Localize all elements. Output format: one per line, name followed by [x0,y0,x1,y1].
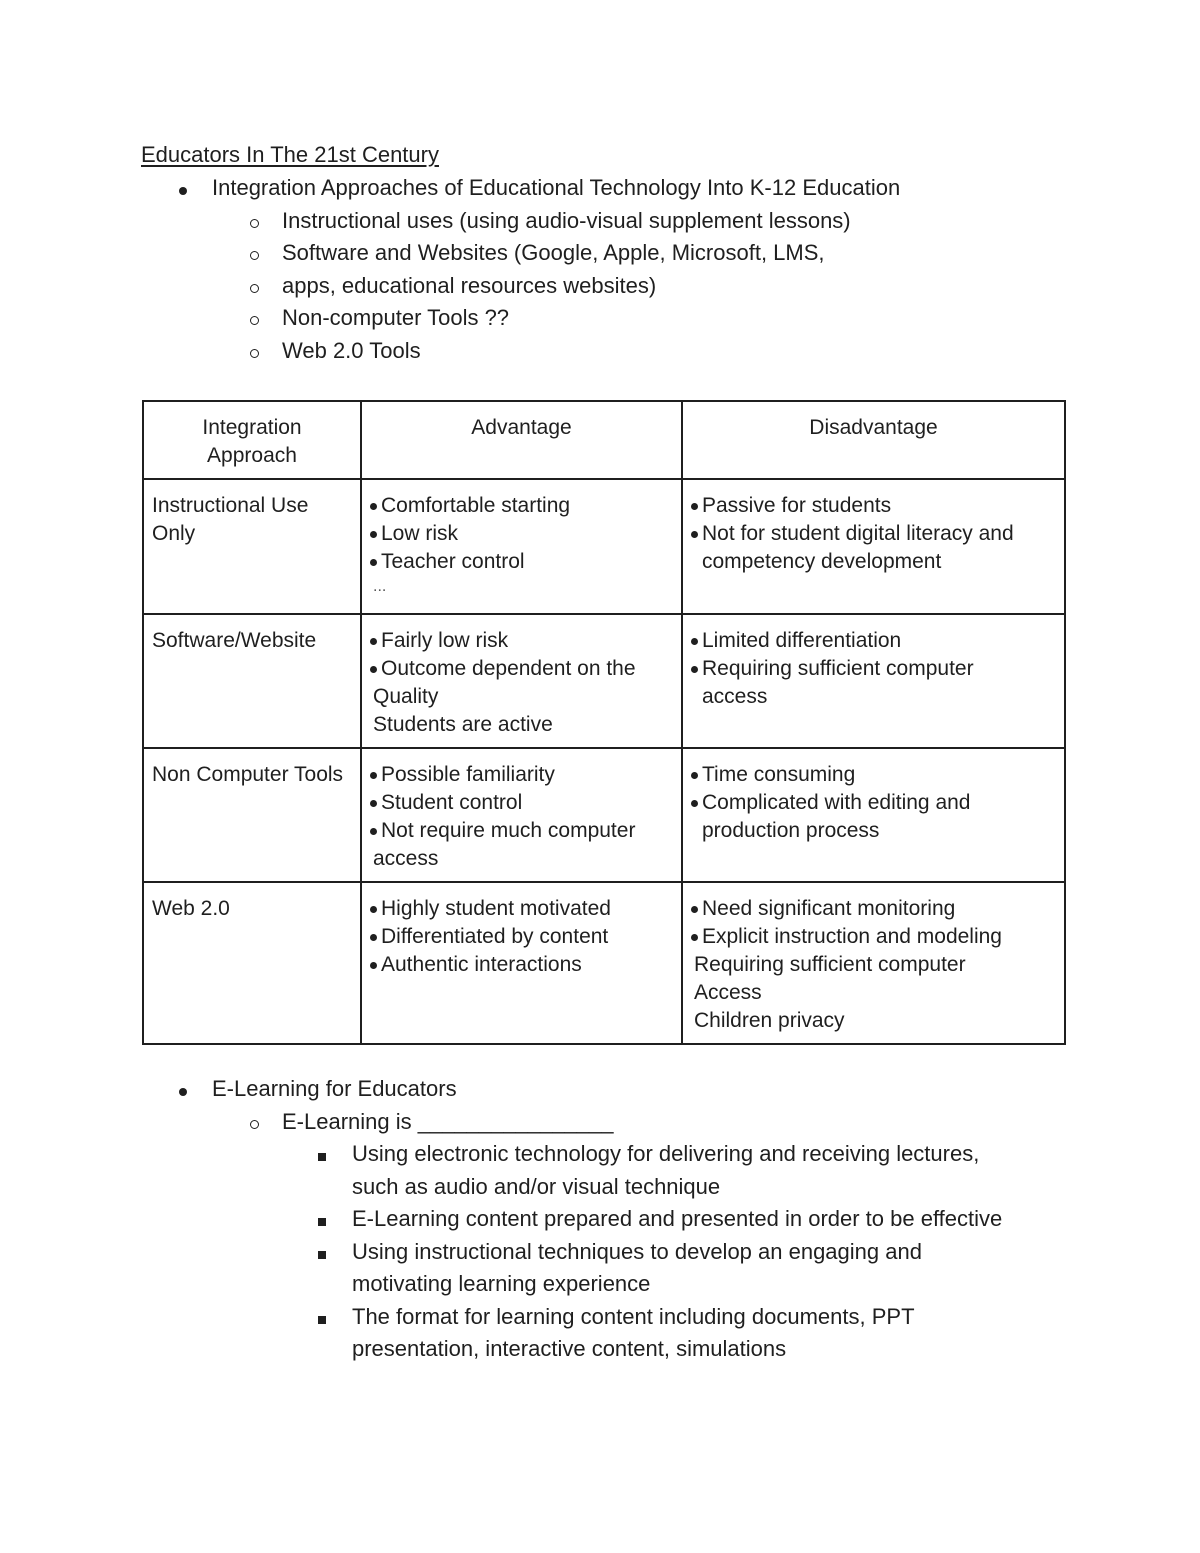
cell-advantage [361,614,682,748]
list-item: Outcome dependent on the [370,655,673,683]
list-item: Teacher control [370,548,673,576]
cell-advantage [361,479,682,614]
outline-item: The format for learning content including documents, PPT [352,1304,915,1329]
continuation-text: access [702,685,768,708]
list-item: Limited differentiation [691,627,1056,655]
list-item: Fairly low risk [370,627,673,655]
header-integration-approach [143,401,361,479]
list-item: Highly student motivated [370,895,673,923]
table-row [143,748,1065,882]
continuation-text: Requiring sufficient computer [694,953,966,976]
outline-item: Non-computer Tools ?? [282,305,510,330]
cell-disadvantage [682,882,1065,1044]
list-item: Low risk [370,520,673,548]
continuation-text: Access [694,981,762,1004]
list-item: Not for student digital literacy and [691,520,1056,548]
outline-item: Instructional uses (using audio-visual supplement lessons) [282,208,851,233]
approach-label: Software/Website [152,629,317,652]
table-row [143,882,1065,1044]
table-header-row [143,401,1065,479]
outline-item: E-Learning content prepared and presented in order to be effective [352,1206,1003,1231]
list-item: Differentiated by content [370,923,673,951]
continuation-text: Students are active [373,713,553,736]
header-label: Integration Approach [202,416,302,467]
cell-disadvantage [682,479,1065,614]
table-row [143,614,1065,748]
approach-label: Instructional Use Only [152,494,309,545]
bullet-dot [179,172,187,205]
approach-label: Non Computer Tools [152,763,344,786]
list-item: Possible familiarity [370,761,673,789]
header-label: Disadvantage [809,416,938,439]
cell-approach [143,748,361,882]
header-advantage [361,401,682,479]
continuation-text: competency development [702,550,942,573]
bullet-square [318,1301,326,1334]
list-item: Not require much computer [370,817,673,845]
header-disadvantage [682,401,1065,479]
bullet-ring [250,270,259,303]
list-item: Need significant monitoring [691,895,1056,923]
outline-item-continuation: such as audio and/or visual technique [352,1174,721,1199]
outline-item: Using instructional techniques to develop an engaging and [352,1239,922,1264]
outline-item: E-Learning is ________________ [282,1109,614,1134]
outline-item: Software and Websites (Google, Apple, Microsoft, LMS, [282,240,825,265]
bullet-square [318,1203,326,1236]
cell-approach [143,479,361,614]
bullet-ring [250,335,259,368]
continuation-text: Children privacy [694,1009,845,1032]
outline-heading-integration: Integration Approaches of Educational Technology Into K-12 Education [212,175,901,200]
bullet-ring [250,237,259,270]
cell-disadvantage [682,748,1065,882]
table-row [143,479,1065,614]
outline-item-continuation: motivating learning experience [352,1271,651,1296]
approach-label: Web 2.0 [152,897,230,920]
continuation-text: Quality [373,685,439,708]
bullet-ring [250,205,259,238]
bullet-square [318,1236,326,1269]
ellipsis: ... [373,578,387,595]
cell-disadvantage [682,614,1065,748]
cell-advantage [361,882,682,1044]
cell-approach [143,614,361,748]
outline-heading-elearning: E-Learning for Educators [212,1076,457,1101]
list-item: Complicated with editing and [691,789,1056,817]
list-item: Explicit instruction and modeling [691,923,1056,951]
outline-item: apps, educational resources websites) [282,273,657,298]
integration-table [142,400,1066,1045]
outline-item-continuation: presentation, interactive content, simulations [352,1336,787,1361]
list-item: Passive for students [691,492,1056,520]
cell-advantage [361,748,682,882]
bullet-ring [250,302,259,335]
header-label: Advantage [471,416,572,439]
outline-item: Using electronic technology for delivering and receiving lectures, [352,1141,980,1166]
cell-approach [143,882,361,1044]
list-item: Authentic interactions [370,951,673,979]
list-item: Comfortable starting [370,492,673,520]
list-item: Time consuming [691,761,1056,789]
bullet-ring [250,1106,259,1139]
outline-item: Web 2.0 Tools [282,338,421,363]
bullet-dot [179,1073,187,1106]
continuation-text: production process [702,819,880,842]
list-item: Student control [370,789,673,817]
continuation-text: access [373,847,439,870]
bullet-square [318,1138,326,1171]
page-title: Educators In The 21st Century [141,142,439,167]
list-item: Requiring sufficient computer [691,655,1056,683]
